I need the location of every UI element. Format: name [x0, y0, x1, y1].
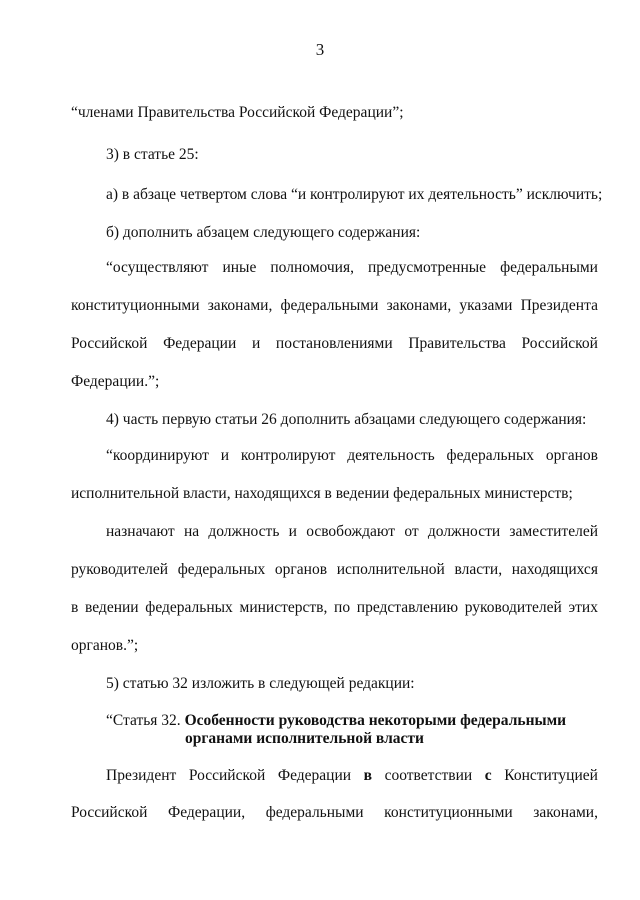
word: должность: [208, 523, 280, 540]
word: законами,: [207, 297, 273, 314]
paragraph-line: 3) в статье 25:: [106, 146, 199, 163]
word: по: [334, 599, 351, 616]
word: и: [220, 447, 230, 464]
word: в: [71, 599, 79, 616]
word: контролируют: [240, 447, 336, 464]
paragraph-line: а) в абзаце четвертом слова “и контролируют их деятельность” исключить;: [106, 186, 603, 203]
word: Российской: [71, 335, 148, 352]
word: Российской: [188, 767, 266, 784]
article-prefix: “Статья 32.: [106, 712, 181, 729]
word: ведении: [85, 599, 139, 616]
justified-line: [106, 522, 598, 542]
word: указами: [459, 297, 513, 314]
article-heading: [106, 711, 566, 731]
justified-line: [106, 258, 598, 278]
word: освобождают: [306, 523, 396, 540]
word: и: [288, 523, 297, 540]
article-title: Особенности руководства некоторыми федеральными: [184, 712, 567, 729]
word: руководителей: [464, 599, 562, 616]
word: Российской: [521, 335, 598, 352]
word: иные: [222, 259, 257, 276]
word: власти,: [454, 561, 503, 578]
word: на: [183, 523, 200, 540]
justified-line: [106, 446, 598, 466]
word: Федерации: [163, 335, 237, 352]
word: исполнительной: [336, 561, 445, 578]
word: Президент: [106, 767, 177, 784]
article-title-continued: органами исполнительной власти: [185, 730, 424, 747]
word: органов: [545, 447, 598, 464]
word: конституционными: [71, 297, 200, 314]
word: и: [251, 335, 261, 352]
word: федеральных: [145, 599, 233, 616]
word: федеральными: [265, 804, 364, 821]
word: с: [484, 767, 492, 784]
word: должности: [427, 523, 501, 540]
word: этих: [568, 599, 598, 616]
word: органов: [274, 561, 328, 578]
word: Конституцией: [504, 767, 598, 784]
word: в: [363, 767, 373, 784]
word: “осуществляют: [106, 259, 209, 276]
justified-line: [71, 296, 598, 316]
word: Федерации,: [168, 804, 246, 821]
paragraph-line: “членами Правительства Российской Федерации”;: [71, 104, 404, 121]
paragraph-line: б) дополнить абзацем следующего содержания:: [106, 224, 421, 241]
justified-line: [71, 560, 598, 580]
word: конституционными: [384, 804, 513, 821]
paragraph-line: 4) часть первую статьи 26 дополнить абзацами следующего содержания:: [106, 411, 587, 428]
paragraph-line: органов.”;: [71, 637, 139, 654]
justified-line: [106, 766, 598, 786]
word: Правительства: [408, 335, 506, 352]
word: соответствии: [384, 767, 473, 784]
word: федеральными: [500, 259, 598, 276]
word: полномочия,: [270, 259, 354, 276]
paragraph-line: исполнительной власти, находящихся в ведении федеральных министерств;: [71, 485, 573, 502]
word: представлению: [356, 599, 459, 616]
word: “координируют: [106, 447, 209, 464]
page-number: 3: [315, 40, 325, 59]
justified-line: [71, 803, 598, 823]
word: федеральными: [280, 297, 379, 314]
word: предусмотренные: [368, 259, 487, 276]
word: федеральных: [177, 561, 266, 578]
word: федеральных: [446, 447, 535, 464]
paragraph-line: Федерации.”;: [71, 373, 160, 390]
word: законами,: [533, 804, 598, 821]
word: Российской: [71, 804, 148, 821]
word: Президента: [520, 297, 598, 314]
word: находящихся: [511, 561, 598, 578]
paragraph-line: 5) статью 32 изложить в следующей редакции:: [106, 675, 415, 692]
justified-line: [71, 334, 598, 354]
justified-line: [71, 598, 598, 618]
word: законами,: [386, 297, 452, 314]
word: министерств,: [239, 599, 328, 616]
word: деятельность: [347, 447, 435, 464]
word: руководителей: [71, 561, 169, 578]
word: заместителей: [509, 523, 598, 540]
word: Федерации: [277, 767, 352, 784]
word: назначают: [106, 523, 175, 540]
word: постановлениями: [275, 335, 393, 352]
word: от: [404, 523, 419, 540]
